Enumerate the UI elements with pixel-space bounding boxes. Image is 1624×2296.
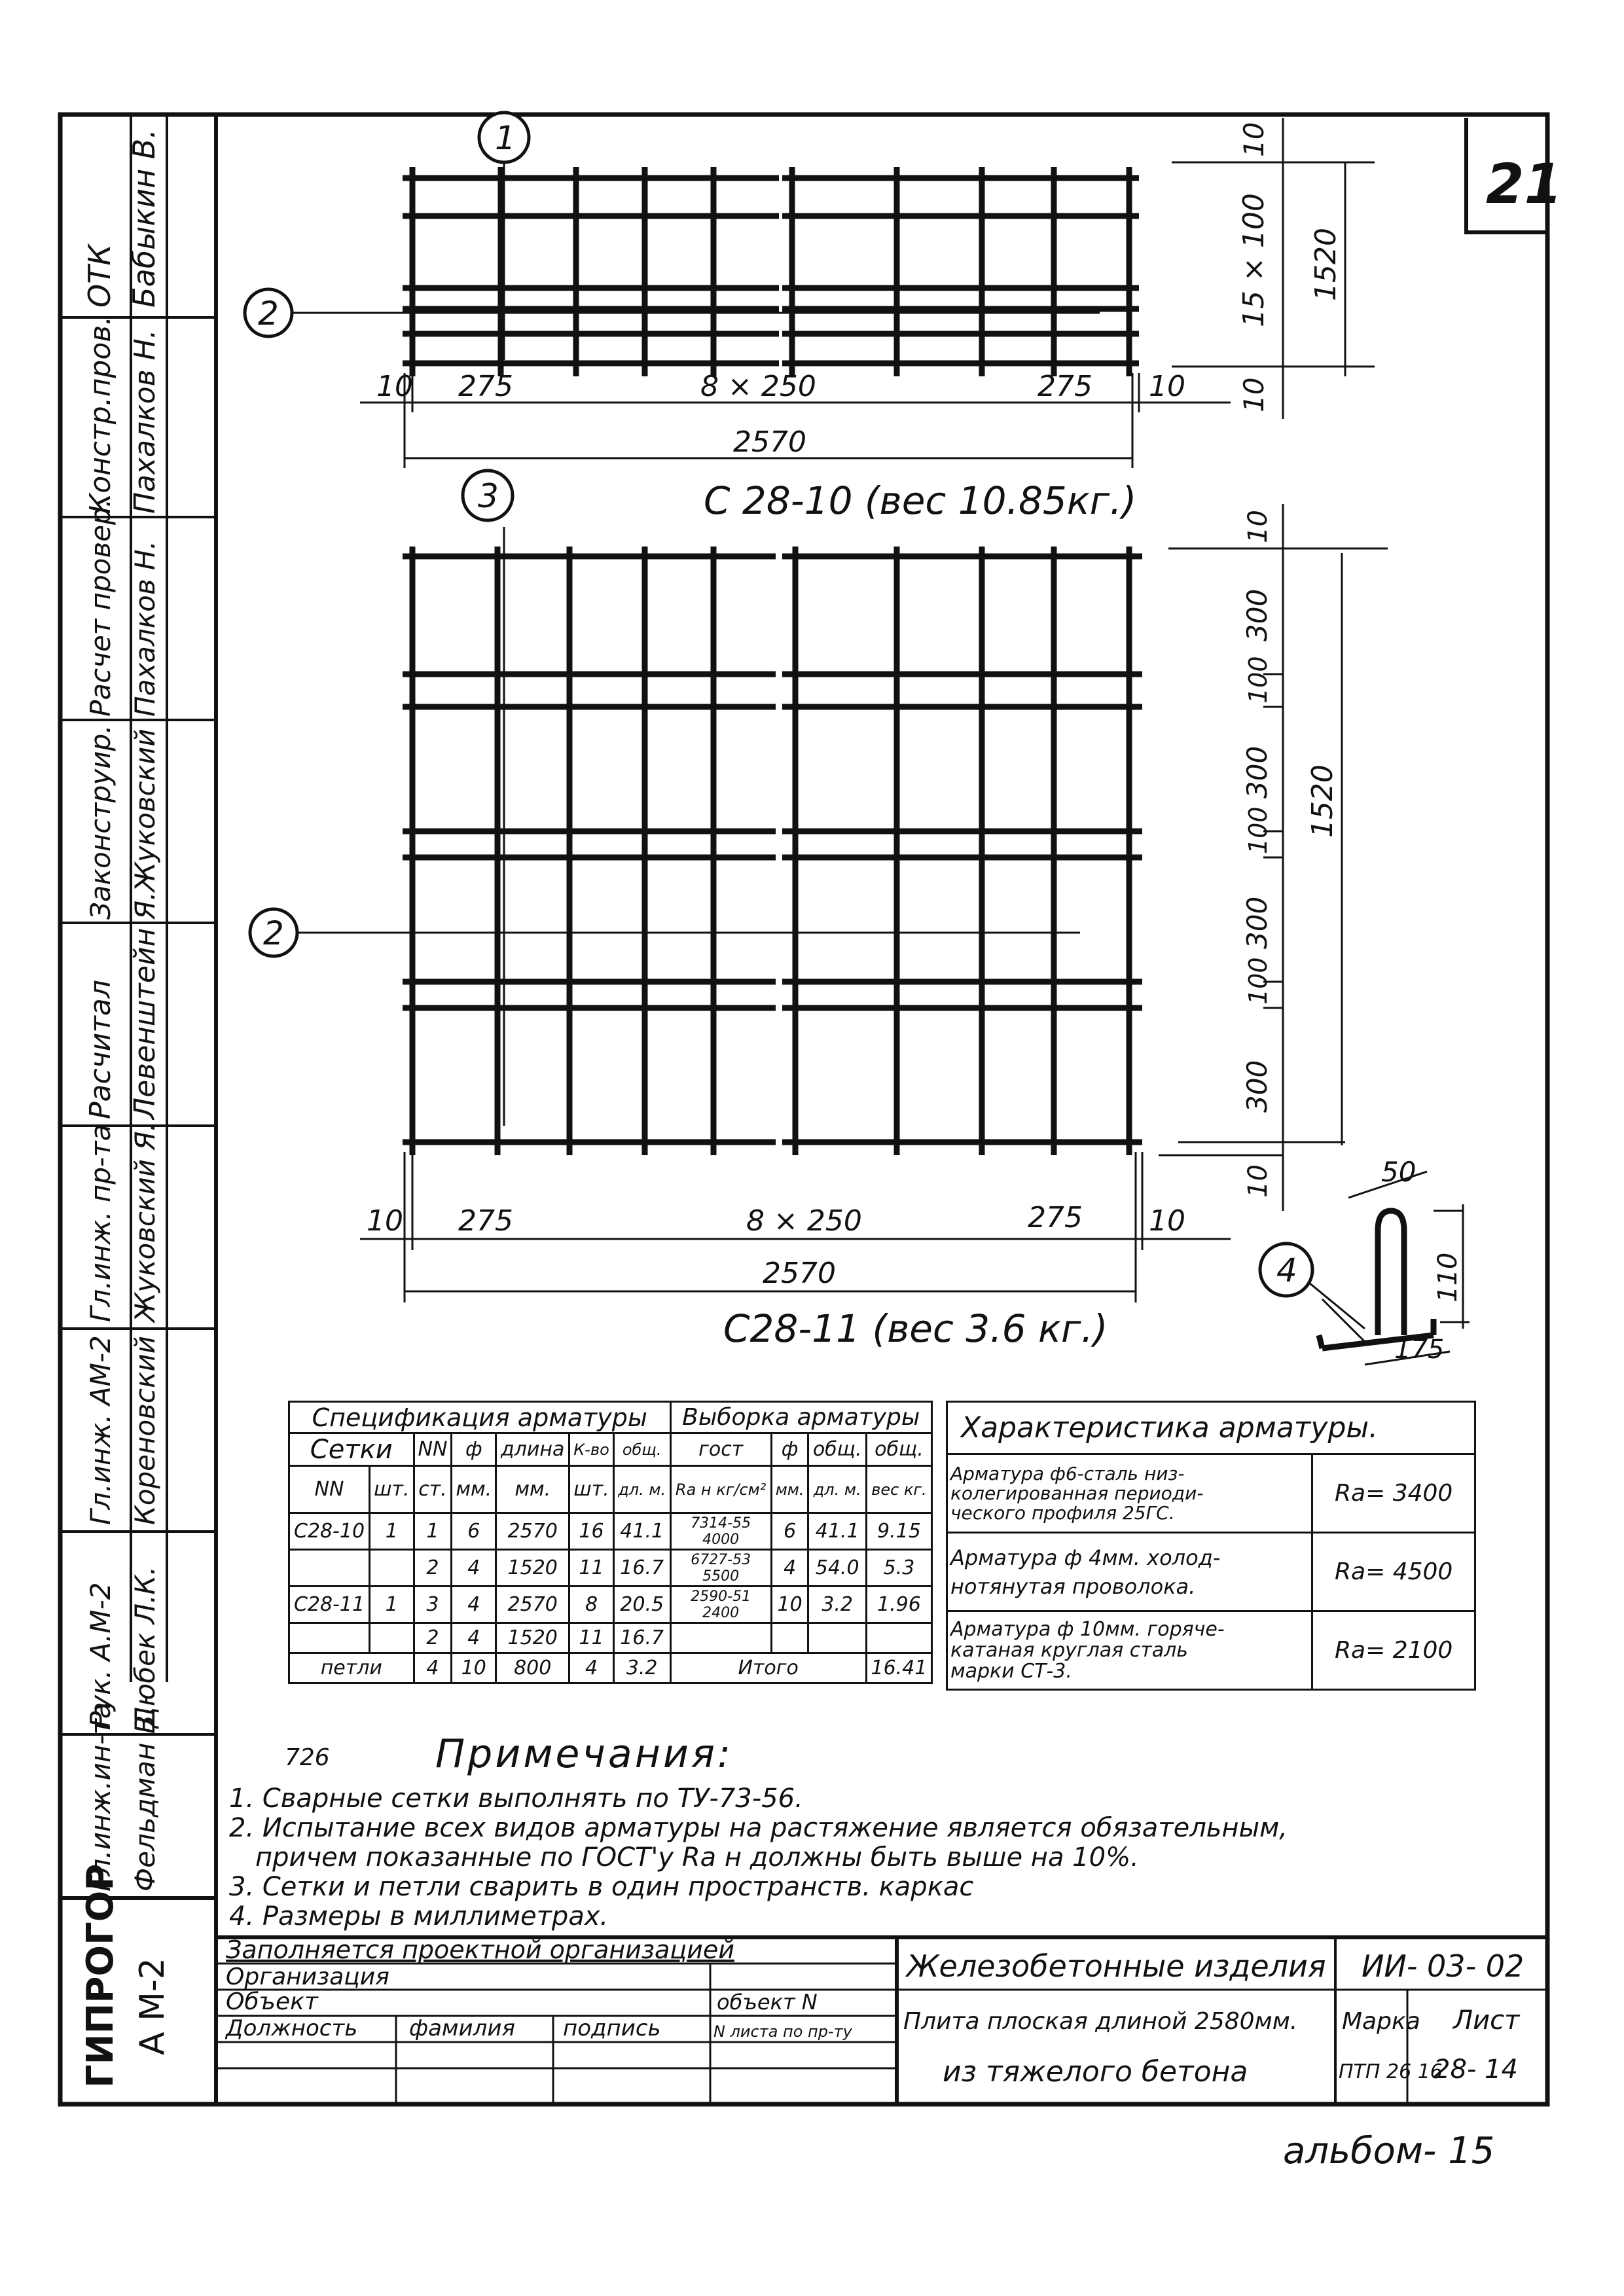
char-text2: колегированная периоди-: [950, 1482, 1204, 1504]
char-desc: [947, 1611, 1312, 1690]
cell-ves: 9.15: [866, 1513, 931, 1550]
cell-kvo: 16: [569, 1513, 614, 1550]
cell-dl2: 41.1: [808, 1513, 866, 1550]
m1-v10top: 10: [1238, 122, 1270, 157]
stamp-org: ГИПРОГОР: [79, 1863, 122, 2088]
tb-sheet-value: 28- 14: [1434, 2054, 1518, 2085]
cell-phi: 4: [452, 1587, 496, 1623]
cell-len: 2570: [496, 1587, 569, 1623]
tb-sheet-label: Лист: [1453, 2005, 1520, 2036]
m1-v10bot: 10: [1238, 377, 1270, 412]
notes-ref: 726: [285, 1744, 330, 1771]
m1-d275b: 275: [1038, 370, 1092, 403]
cell-kvo: 11: [569, 1550, 614, 1587]
cell-phi2: 4: [771, 1550, 808, 1587]
mesh1-vdim-labels: [1237, 122, 1343, 412]
spec-table: [288, 1401, 933, 1684]
m1-d10b: 10: [1149, 370, 1185, 403]
note-item-2: 2. Испытание всех видов арматуры на растяжение является обязательным,: [229, 1813, 1288, 1843]
spec-row: [289, 1513, 932, 1550]
mesh1-title: С 28-10 (вес 10.85кг.): [704, 478, 1137, 523]
m1-v15x100: 15 × 100: [1237, 193, 1271, 327]
cell-sht: [370, 1623, 414, 1653]
tb-surname: фамилия: [409, 2015, 515, 2041]
cell-ves: 1.96: [866, 1587, 931, 1623]
tb-code: ИИ- 03- 02: [1362, 1948, 1525, 1984]
note-item-2b: причем показанные по ГОСТ'у Ra н должны быть выше на 10%.: [255, 1842, 1139, 1873]
m2-v10bot: 10: [1243, 1164, 1273, 1198]
cell-gost: [670, 1587, 771, 1623]
cell-setka: [289, 1623, 370, 1653]
m2-v300d: 300: [1241, 1060, 1273, 1113]
h-obsh2: общ.: [808, 1433, 866, 1466]
cell-ra: 4000: [702, 1531, 740, 1548]
spec-row: [289, 1550, 932, 1587]
tb-mark-label: Марка: [1342, 2008, 1420, 2035]
cell-setka: петли: [289, 1653, 414, 1683]
m2-v100c: 100: [1244, 957, 1272, 1005]
mesh-c28-10: [281, 162, 1139, 376]
cell-phi: 6: [452, 1513, 496, 1550]
cell-dl2: 54.0: [808, 1550, 866, 1587]
cell-dl2: [808, 1623, 866, 1653]
h2-mm3: мм.: [771, 1466, 808, 1513]
char-text2: нотянутая проволока.: [950, 1573, 1196, 1599]
loop-d110: 110: [1433, 1252, 1463, 1302]
char-desc: [947, 1454, 1312, 1533]
cell-phi2: 10: [771, 1587, 808, 1623]
loop-d175: 175: [1394, 1335, 1445, 1365]
tb-position: Должность: [226, 2015, 358, 2041]
mesh2-hdim-labels: [367, 1201, 1185, 1351]
mesh1-marker-2: 2: [258, 295, 279, 332]
h2-dlm2: дл. м.: [808, 1466, 866, 1513]
stamp-org2: А М-2: [133, 1958, 172, 2055]
tb-mark-value: ПТП 26 16: [1339, 2060, 1443, 2083]
note-item-3: 3. Сетки и петли сварить в один пространств. каркас: [229, 1872, 974, 1902]
stamp-name-0: Бабыкин В.: [126, 129, 162, 308]
cell-ves-total: 16.41: [866, 1653, 931, 1683]
cell-nn: 2: [414, 1623, 452, 1653]
m1-d10a: 10: [376, 370, 413, 403]
h-obsh3: общ.: [866, 1433, 931, 1466]
cell-dl: 20.5: [613, 1587, 670, 1623]
cell-dl2: 3.2: [808, 1587, 866, 1623]
spec-title-left: Спецификация арматуры: [289, 1402, 671, 1433]
char-text1: Арматура ф6-сталь низ-: [950, 1462, 1185, 1484]
h2-ra: Ra н кг/см²: [670, 1466, 771, 1513]
cell-nn: 1: [414, 1513, 452, 1550]
stamp-name-3: Я.Жуковский: [129, 728, 161, 920]
cell-len: 1520: [496, 1623, 569, 1653]
stamp-role-4: Расчитал: [84, 980, 117, 1119]
tb-filled-by: Заполняется проектной организацией: [226, 1935, 734, 1964]
loop-d50: 50: [1381, 1156, 1416, 1188]
cell-nn: 4: [414, 1653, 452, 1683]
cell-sht: 1: [370, 1587, 414, 1623]
cell-nn: 3: [414, 1587, 452, 1623]
char-value: Ra= 3400: [1312, 1454, 1475, 1533]
tb-object: Объект: [226, 1988, 318, 2015]
cell-len: 1520: [496, 1550, 569, 1587]
cell-kvo: 4: [569, 1653, 614, 1683]
m2-d275b: 275: [1028, 1201, 1083, 1234]
char-text2: катаная круглая сталь: [950, 1638, 1188, 1662]
cell-kvo: 8: [569, 1587, 614, 1623]
cell-dl: 16.7: [613, 1623, 670, 1653]
m2-v1520: 1520: [1306, 764, 1339, 838]
tb-signature: подпись: [563, 2015, 661, 2041]
char-text1: Арматура ф 4мм. холод-: [950, 1545, 1221, 1570]
cell-gost: [670, 1623, 771, 1653]
cell-ra: 5500: [702, 1568, 740, 1585]
char-row: [947, 1454, 1475, 1533]
stamp-role-1: Констр.пров.: [84, 315, 117, 514]
stamp-role-7: Рук. А.М-2: [84, 1582, 117, 1728]
m2-v100b: 100: [1244, 806, 1272, 854]
h-kvo: К-во: [569, 1433, 614, 1466]
stamp-name-5: Жуковский Я.: [129, 1122, 161, 1322]
characteristics-table: [946, 1401, 1476, 1691]
h2-sht: шт.: [370, 1466, 414, 1513]
cell-setka: [289, 1550, 370, 1587]
cell-len: 800: [496, 1653, 569, 1683]
h2-mm: мм.: [452, 1466, 496, 1513]
tb-description2: из тяжелого бетона: [943, 2055, 1248, 2089]
m2-v300a: 300: [1241, 588, 1273, 641]
stamp-role-2: Расчет провер.: [84, 498, 117, 717]
tb-sheet-no: N листа по пр-ту: [713, 2022, 852, 2041]
stamp-name-1: Пахалков Н.: [128, 329, 162, 514]
h-gost: гост: [670, 1433, 771, 1466]
cell-gost-no: 6727-53: [691, 1551, 751, 1568]
m2-d10a: 10: [367, 1204, 403, 1238]
spec-row: [289, 1653, 932, 1683]
tb-object-no: объект N: [717, 1990, 818, 2015]
h-obsh: общ.: [613, 1433, 670, 1466]
m1-d8x250: 8 × 250: [700, 370, 816, 403]
title-block-text: [225, 1935, 1524, 2089]
m1-d275a: 275: [458, 370, 513, 403]
stamp-name-6: Кореновский: [129, 1336, 161, 1525]
tb-product: Железобетонные изделия: [907, 1948, 1326, 1984]
cell-ves: [866, 1623, 931, 1653]
mesh2-title: С28-11 (вес 3.6 кг.): [723, 1306, 1108, 1351]
cell-setka: С28-11: [289, 1587, 370, 1623]
cell-gost: [670, 1513, 771, 1550]
h-phi: ф: [452, 1433, 496, 1466]
char-text3: ческого профиля 25ГС.: [950, 1501, 1175, 1524]
mesh2-vdim-labels: [1241, 510, 1339, 1198]
mesh2-marker-3: 3: [478, 477, 499, 515]
char-value: Ra= 4500: [1312, 1533, 1475, 1611]
h-setki: Сетки: [289, 1433, 414, 1466]
spec-title-right: Выборка арматуры: [670, 1402, 932, 1433]
h2-dlm: дл. м.: [613, 1466, 670, 1513]
m2-total: 2570: [763, 1257, 836, 1290]
h2-sht2: шт.: [569, 1466, 614, 1513]
mesh2-marker-2: 2: [263, 914, 284, 952]
char-title: Характеристика арматуры.: [947, 1402, 1475, 1454]
stamp-role-3: Законструир.: [84, 725, 117, 920]
char-value: Ra= 2100: [1312, 1611, 1475, 1690]
m2-v300c: 300: [1241, 896, 1273, 949]
m2-d8x250: 8 × 250: [746, 1204, 862, 1238]
tb-description1: Плита плоская длиной 2580мм.: [903, 2008, 1298, 2035]
stamp-name-4: Левенштейн: [128, 927, 162, 1119]
mesh1-markers: [245, 113, 529, 336]
notes-title: Примечания:: [435, 1731, 734, 1777]
h2-mm2: мм.: [496, 1466, 569, 1513]
mesh2-leaders: [288, 527, 1080, 1126]
sheet-number: 21: [1486, 152, 1562, 216]
char-row: [947, 1533, 1475, 1611]
note-item-4: 4. Размеры в миллиметрах.: [229, 1901, 609, 1931]
loop-marker-4: 4: [1276, 1251, 1297, 1289]
stamp-role-5: Гл.инж. пр-та: [84, 1124, 117, 1322]
cell-gost-no: 2590-51: [691, 1588, 751, 1605]
note-item-1: 1. Сварные сетки выполнять по ТУ-73-56.: [229, 1784, 803, 1814]
h2-ves: вес кг.: [866, 1466, 931, 1513]
h2-nn: NN: [289, 1466, 370, 1513]
cell-itogo: Итого: [670, 1653, 866, 1683]
h-dlina: длина: [496, 1433, 569, 1466]
cell-phi2: 6: [771, 1513, 808, 1550]
m2-d10b: 10: [1149, 1204, 1185, 1238]
m2-v100a: 100: [1244, 656, 1272, 704]
m2-v300b: 300: [1241, 745, 1273, 798]
h-phi2: ф: [771, 1433, 808, 1466]
h2-st: ст.: [414, 1466, 452, 1513]
cell-dl: 41.1: [613, 1513, 670, 1550]
cell-dl: 16.7: [613, 1550, 670, 1587]
m1-v1520: 1520: [1309, 228, 1343, 301]
cell-ra: 2400: [702, 1604, 740, 1621]
cell-phi: 10: [452, 1653, 496, 1683]
mesh2-vdims: [1159, 504, 1388, 1211]
side-stamp-text: [79, 129, 172, 2088]
char-text3: марки СТ-3.: [950, 1659, 1072, 1683]
stamp-role-0: ОТК: [82, 244, 117, 308]
cell-gost-no: 7314-55: [691, 1515, 751, 1532]
mesh1-vdims: [1172, 118, 1375, 419]
mesh2-markers: [250, 471, 513, 956]
char-desc: [947, 1533, 1312, 1611]
stamp-role-8: Гл.инж.ин-та: [84, 1702, 117, 1892]
tb-organization: Организация: [226, 1964, 389, 1990]
cell-phi2: [771, 1623, 808, 1653]
cell-gost: [670, 1550, 771, 1587]
stamp-name-8: Фельдман В.: [129, 1706, 161, 1892]
mesh-c28-11: [403, 547, 1142, 1155]
h-nn: NN: [414, 1433, 452, 1466]
cell-kvo: 11: [569, 1623, 614, 1653]
mesh1-marker-1: 1: [495, 119, 516, 157]
spec-row: [289, 1587, 932, 1623]
m1-total: 2570: [733, 425, 806, 459]
cell-phi: 4: [452, 1623, 496, 1653]
album-label: альбом- 15: [1283, 2130, 1495, 2172]
char-text1: Арматура ф 10мм. горяче-: [950, 1617, 1225, 1641]
cell-dl: 3.2: [613, 1653, 670, 1683]
spec-row: [289, 1623, 932, 1653]
cell-sht: [370, 1550, 414, 1587]
stamp-name-7: Дюбек Л.К.: [129, 1566, 161, 1728]
cell-setka: С28-10: [289, 1513, 370, 1550]
stamp-role-6: Гл.инж. АМ-2: [84, 1335, 117, 1525]
cell-ves: 5.3: [866, 1550, 931, 1587]
char-row: [947, 1611, 1475, 1690]
m2-v10top: 10: [1243, 510, 1273, 543]
cell-sht: 1: [370, 1513, 414, 1550]
cell-len: 2570: [496, 1513, 569, 1550]
m2-d275a: 275: [458, 1204, 513, 1238]
cell-nn: 2: [414, 1550, 452, 1587]
cell-phi: 4: [452, 1550, 496, 1587]
stamp-name-2: Пахалков Н.: [129, 541, 161, 717]
